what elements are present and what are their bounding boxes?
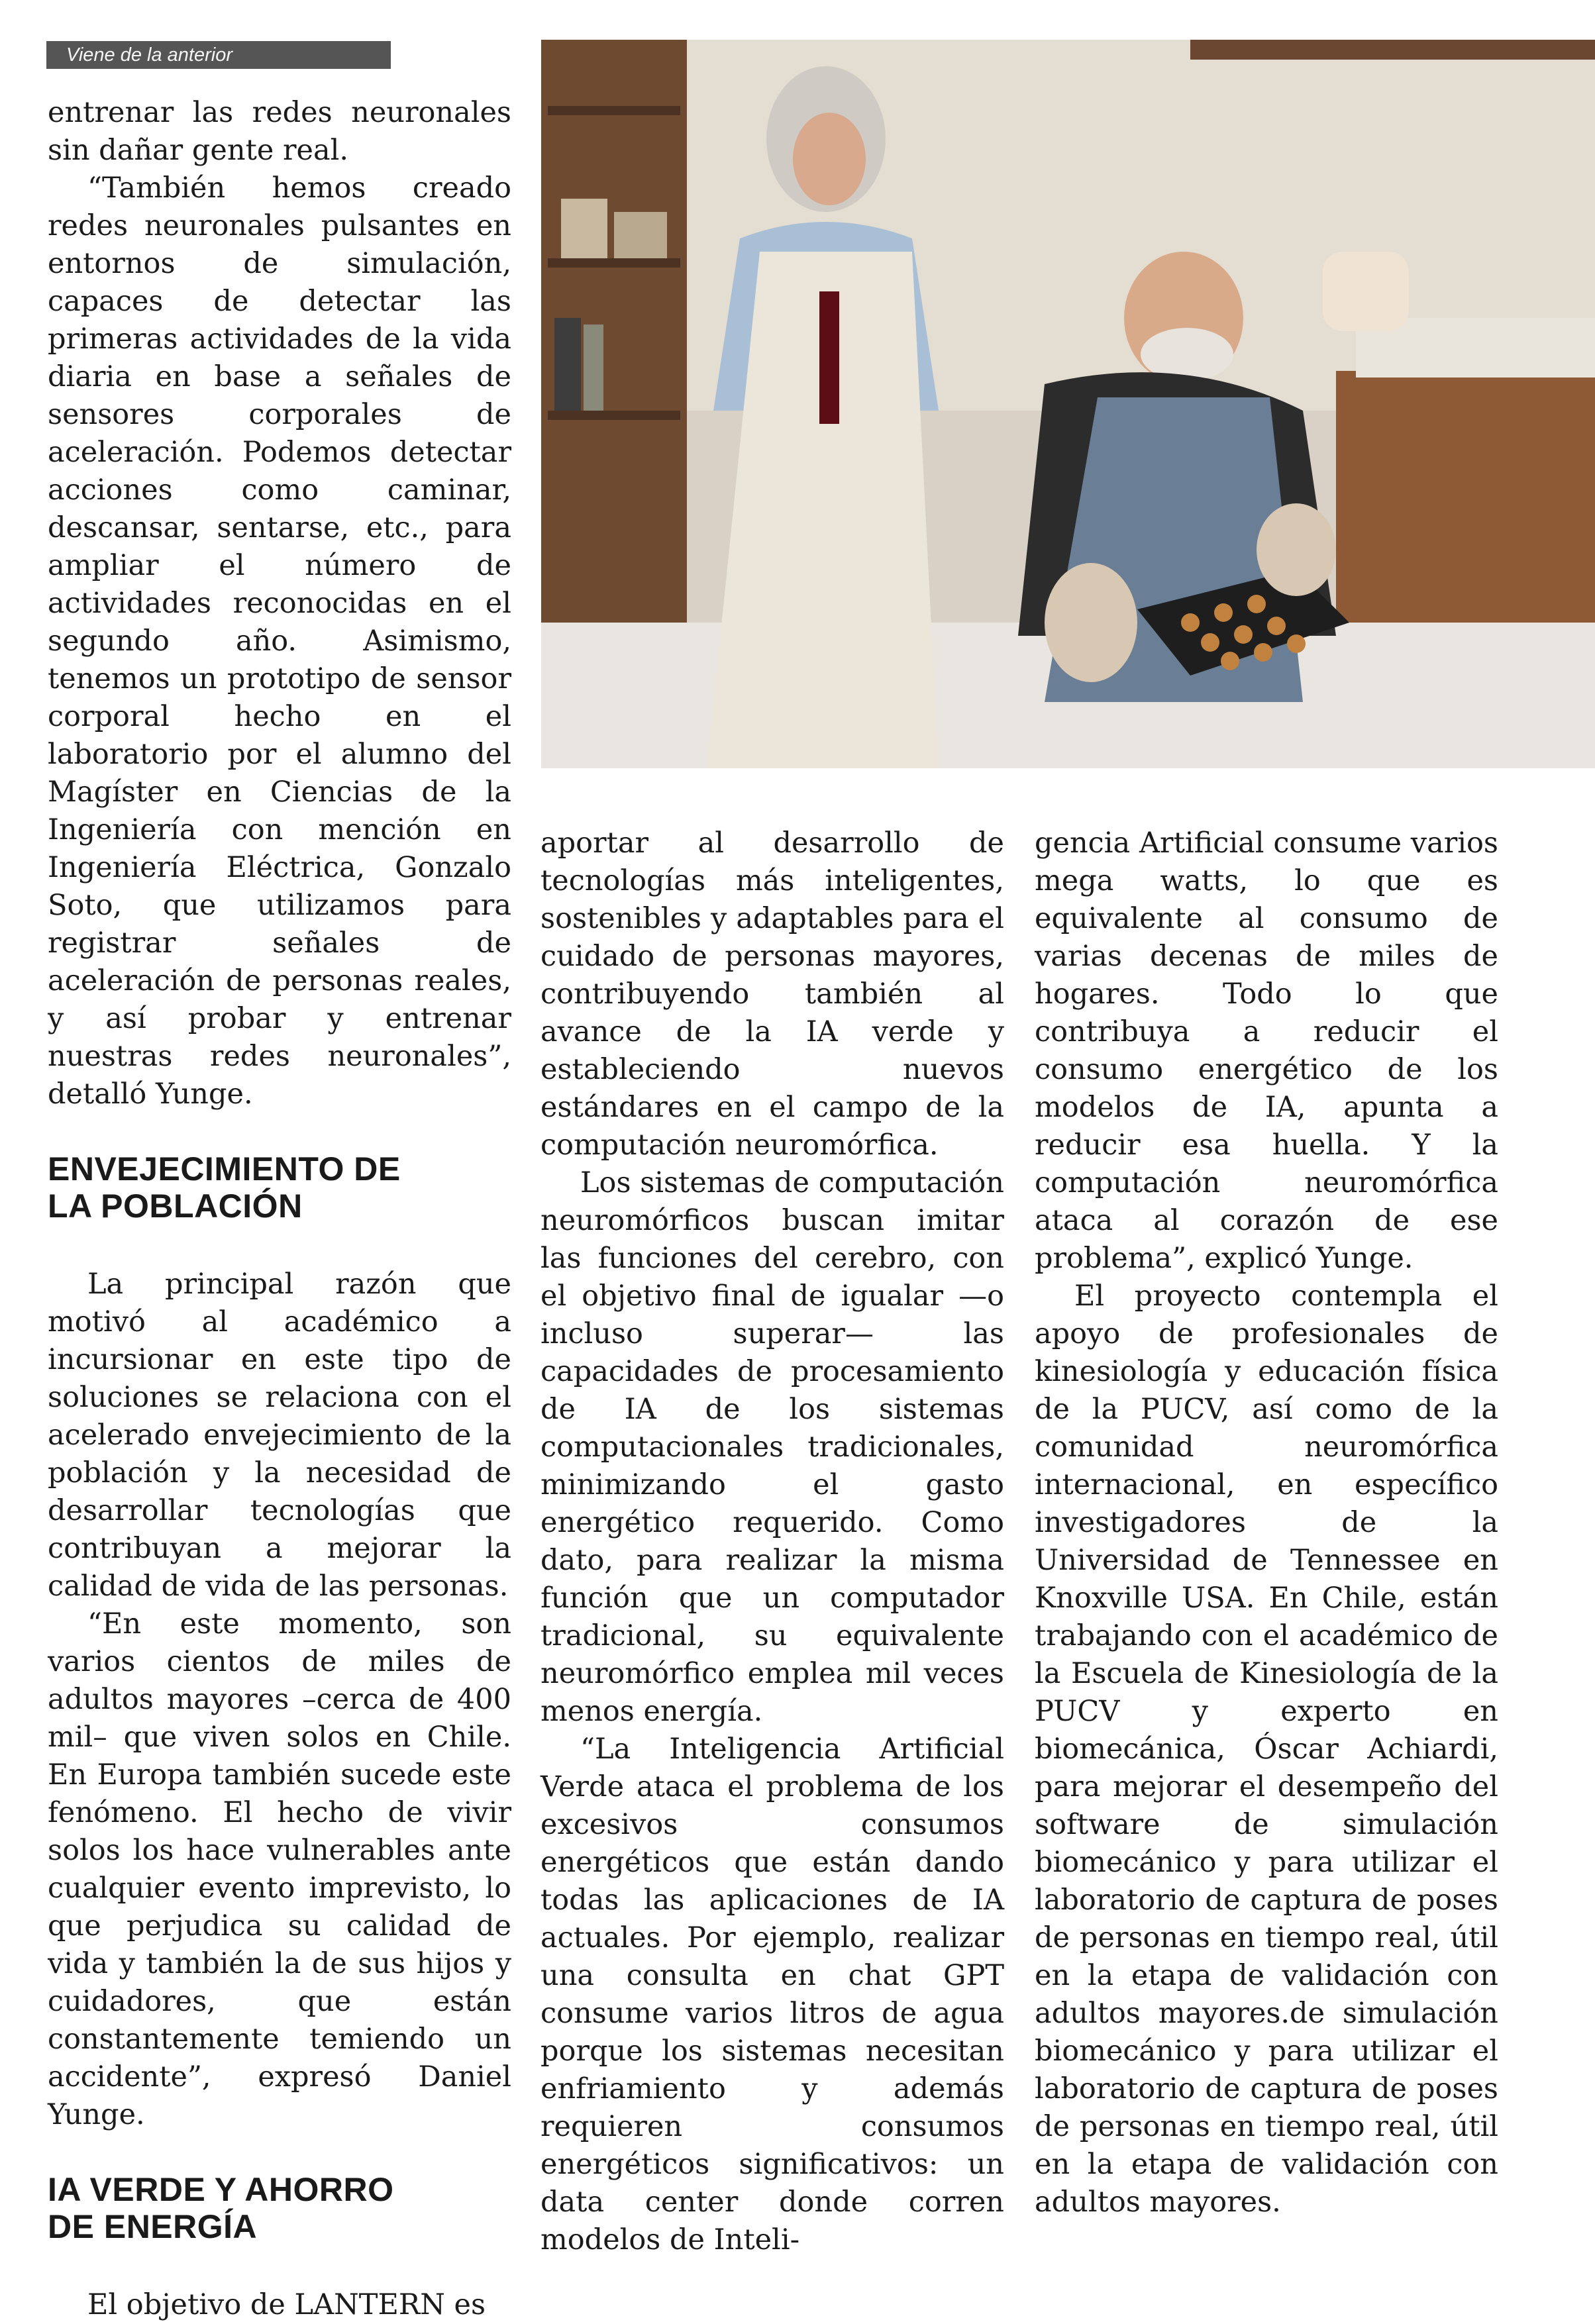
article-column-2 xyxy=(540,825,1004,2259)
heading-line: IA VERDE Y AHORRO xyxy=(48,2171,394,2208)
article-photo xyxy=(541,40,1595,768)
heading-line: LA POBLACIÓN xyxy=(48,1187,303,1225)
section-heading-aging xyxy=(48,1150,511,1225)
heading-line: ENVEJECIMIENTO DE xyxy=(48,1150,401,1187)
paragraph: entrenar las redes neuronales sin dañar gente real. xyxy=(48,96,511,167)
section-heading-green-ai xyxy=(48,2171,511,2245)
paragraph: “La Inteligencia Artificial Verde ataca el problema de los excesivos consumos energéticos que están dando todas las aplicaciones de IA actuales. Por ejemplo, realizar una consulta en chat GPT consume varios litros de agua porque los sistemas necesitan enfriamiento y además requieren consumos energéticos significativos: un data center donde corren modelos de Inteli- xyxy=(540,1733,1004,2256)
paragraph: aportar al desarrollo de tecnologías más inteligentes, sostenibles y adaptables para el cuidado de personas mayores, contribuyendo también al avance de la IA verde y estableciendo nuevos estándares en el campo de la computación neuromórfica. xyxy=(540,827,1004,1162)
paragraph: “También hemos creado redes neuronales pulsantes en entornos de simulación, capaces de detectar las primeras actividades de la vida diaria en base a señales de sensores corporales de aceleración. Podemos detectar acciones como caminar, descansar, sentarse, etc., para ampliar el número de actividades reconocidas en el segundo año. Asimismo, tenemos un prototipo de sensor corporal hecho en el laboratorio por el alumno del Magíster en Ciencias de la Ingeniería con mención en Ingeniería Eléctrica, Gonzalo Soto, que utilizamos para registrar señales de aceleración de personas reales, y así probar y entrenar nuestras redes neuronales”, detalló Yunge. xyxy=(48,172,511,1111)
article-column-3 xyxy=(1035,825,1498,2221)
heading-line: DE ENERGÍA xyxy=(48,2208,258,2245)
paragraph: El objetivo de LANTERN es xyxy=(87,2288,486,2321)
continued-from-previous-label: Viene de la anterior xyxy=(46,41,391,69)
kitchen-scene-illustration xyxy=(541,40,1595,768)
paragraph: gencia Artificial consume varios mega watts, lo que es equivalente al consumo de varias decenas de miles de hogares. Todo lo que contribuya a reducir el consumo energético de los modelos de IA, apunta a reducir esa huella. Y la computación neuromórfica ataca al corazón de ese problema”, explicó Yunge. xyxy=(1035,827,1498,1275)
paragraph: La principal razón que motivó al académico a incursionar en este tipo de soluciones se relaciona con el acelerado envejecimiento de la población y la necesidad de desarrollar tecnologías que contribuyan a mejorar la calidad de vida de las personas. xyxy=(48,1268,511,1603)
paragraph: El proyecto contempla el apoyo de profesionales de kinesiología y educación física de la PUCV, así como de la comunidad neuromórfica internacional, en específico investigadores de la Universidad de Tennessee en Knoxville USA. En Chile, están trabajando con el académico de la Escuela de Kinesiología de la PUCV y experto en biomecánica, Óscar Achiardi, para mejorar el desempeño del software de simulación biomecánico y para utilizar el laboratorio de captura de poses de personas en tiempo real, útil en la etapa de validación con adultos mayores.de simulación biomecánico y para utilizar el laboratorio de captura de poses de personas en tiempo real, útil en la etapa de validación con adultos mayores. xyxy=(1035,1280,1498,2219)
paragraph: “En este momento, son varios cientos de miles de adultos mayores –cerca de 400 mil– que viven solos en Chile. En Europa también sucede este fenómeno. El hecho de vivir solos los hace vulnerables ante cualquier evento imprevisto, lo que perjudica su calidad de vida y también la de sus hijos y cuidadores, que están constantemente temiendo un accidente”, expresó Daniel Yunge. xyxy=(48,1607,511,2131)
paragraph: Los sistemas de computación neuromórficos buscan imitar las funciones del cerebro, con el objetivo final de igualar —o incluso superar— las capacidades de procesamiento de IA de los sistemas computacionales tradicionales, minimizando el gasto energético requerido. Como dato, para realizar la misma función que un computador tradicional, su equivalente neuromórfico emplea mil veces menos energía. xyxy=(540,1166,1004,1728)
article-column-1 xyxy=(48,94,511,2324)
